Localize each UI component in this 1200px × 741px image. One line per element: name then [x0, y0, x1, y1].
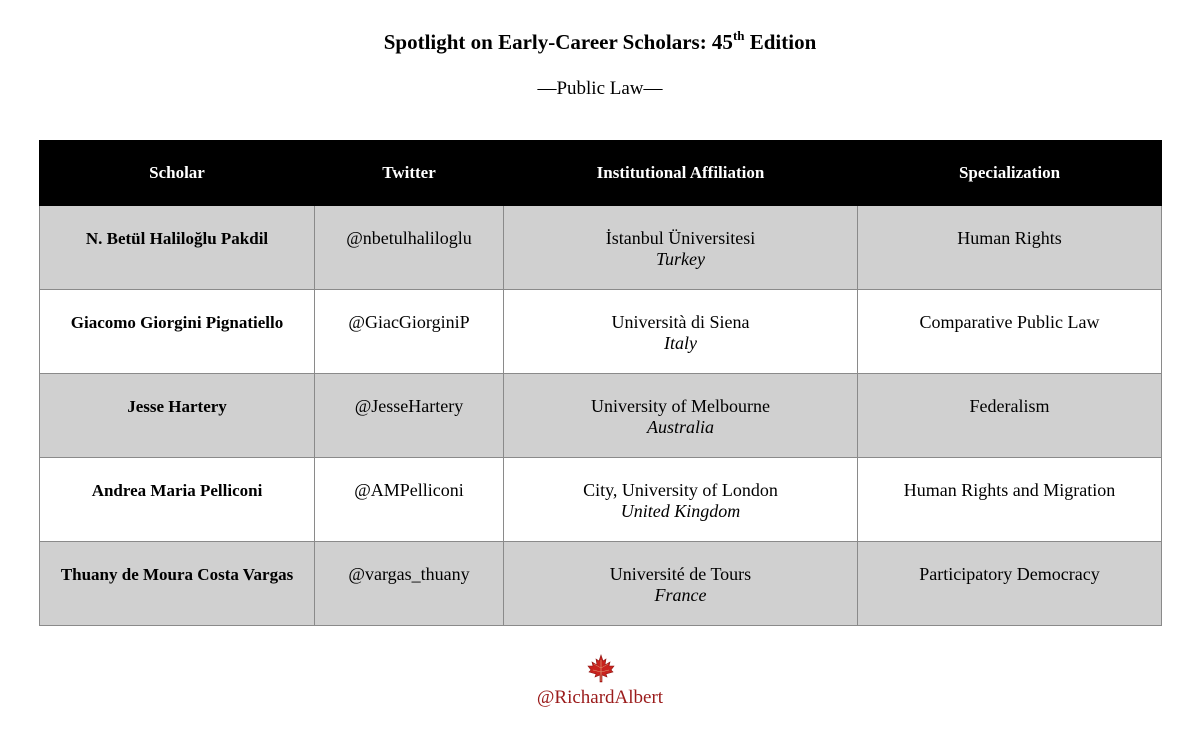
scholar-name: Thuany de Moura Costa Vargas — [40, 542, 315, 626]
institution-name: Università di Siena — [611, 312, 750, 332]
table-row — [40, 206, 1162, 290]
institution-name: University of Melbourne — [591, 396, 770, 416]
column-header-specialization: Specialization — [858, 141, 1162, 206]
specialization: Human Rights and Migration — [858, 458, 1162, 542]
twitter-handle: @GiacGiorginiP — [315, 290, 504, 374]
twitter-handle: @AMPelliconi — [315, 458, 504, 542]
specialization: Participatory Democracy — [858, 542, 1162, 626]
institution-name: Université de Tours — [609, 564, 752, 584]
column-header-affiliation: Institutional Affiliation — [504, 141, 858, 206]
institution-name: City, University of London — [583, 480, 778, 500]
specialization: Human Rights — [858, 206, 1162, 290]
author-handle: @RichardAlbert — [536, 687, 664, 708]
table-row — [40, 290, 1162, 374]
affiliation-cell — [504, 206, 858, 290]
scholar-name: N. Betül Haliloğlu Pakdil — [40, 206, 315, 290]
specialization: Comparative Public Law — [858, 290, 1162, 374]
country-name: Italy — [664, 333, 697, 353]
table-row — [40, 374, 1162, 458]
scholars-table — [39, 140, 1162, 626]
twitter-handle: @vargas_thuany — [315, 542, 504, 626]
twitter-handle: @nbetulhaliloglu — [315, 206, 504, 290]
country-name: France — [654, 585, 707, 605]
title-superscript: th — [732, 28, 745, 43]
title-main: Spotlight on Early-Career Scholars: 45 — [383, 30, 733, 54]
affiliation-cell — [504, 458, 858, 542]
country-name: United Kingdom — [620, 501, 741, 521]
scholar-name: Andrea Maria Pelliconi — [40, 458, 315, 542]
twitter-handle: @JesseHartery — [315, 374, 504, 458]
affiliation-cell — [504, 374, 858, 458]
table-row — [40, 542, 1162, 626]
column-header-scholar: Scholar — [40, 141, 315, 206]
affiliation-cell — [504, 542, 858, 626]
institution-name: İstanbul Üniversitesi — [605, 228, 756, 248]
specialization: Federalism — [858, 374, 1162, 458]
scholar-name: Giacomo Giorgini Pignatiello — [40, 290, 315, 374]
maple-leaf-icon — [586, 654, 616, 684]
country-name: Turkey — [656, 249, 705, 269]
country-name: Australia — [646, 417, 714, 437]
title-end: Edition — [744, 30, 817, 54]
page-title — [0, 29, 1200, 55]
column-header-twitter: Twitter — [315, 141, 504, 206]
scholar-name: Jesse Hartery — [40, 374, 315, 458]
table-header-row — [40, 141, 1162, 206]
page-subtitle: —Public Law— — [537, 78, 663, 99]
table-row — [40, 458, 1162, 542]
affiliation-cell — [504, 290, 858, 374]
